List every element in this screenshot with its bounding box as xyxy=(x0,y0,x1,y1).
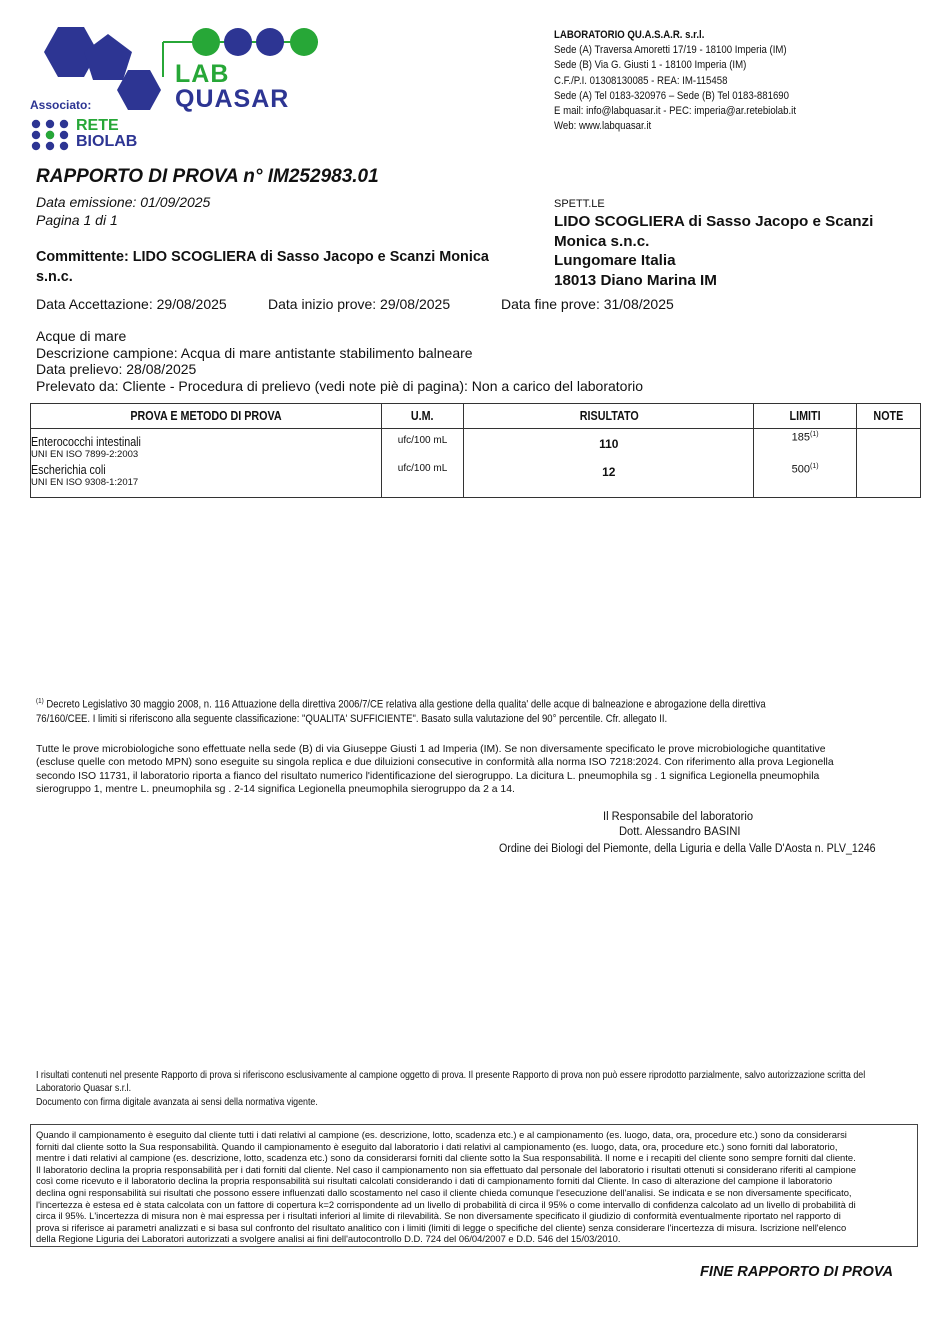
lab-fiscal-code: C.F./P.I. 01308130085 - REA: IM-115458 xyxy=(554,74,728,87)
box-line: circa il 95%. L'incertezza di misura non è mai espressa per i risultati inferiori al limite di rilevabilità. Se non diversamente specificato il giudizio di conformità eventualmente riportato nel rapporto di xyxy=(36,1210,841,1222)
box-line: della Regione Liguria dei Laboratori autorizzati a svolgere analisi ai fini dell'autocontrollo D.D. 724 del 06/04/2007 e D.D. 546 del 15/03/2010. xyxy=(36,1233,621,1245)
test-cell xyxy=(31,429,382,461)
lab-quasar-logo xyxy=(28,22,328,154)
result-cell: 110 xyxy=(464,429,754,461)
box-line: mentre i dati relativi al campione (es. descrizione, lotto, scadenza etc.) sono da considerarsi forniti dal cliente sotto la Sua responsabilità. Il nome e i recapiti del cliente sono sempre forniti dal cliente. xyxy=(36,1152,856,1164)
footnote-text: Decreto Legislativo 30 maggio 2008, n. 116 Attuazione della direttiva 2006/7/CE relativa alla gestione della qualita' delle acque di balneazione e abrogazione della direttiva xyxy=(46,698,766,711)
table-row xyxy=(31,429,921,461)
client-info xyxy=(36,248,489,287)
associated-label: Associato: xyxy=(30,98,92,112)
table-header-row xyxy=(31,404,921,429)
biolab-text: BIOLAB xyxy=(76,133,138,150)
test-cell xyxy=(31,461,382,498)
client-line: s.n.c. xyxy=(36,268,73,285)
page-number: Pagina 1 di 1 xyxy=(36,212,118,228)
test-end-date: Data fine prove: 31/08/2025 xyxy=(501,296,674,312)
notes-line: sierogruppo 1, mentre L. pneumophila sg . 2-14 significa Legionella pneumophila sierogruppo da 2 a 14. xyxy=(36,784,515,796)
box-line: Quando il campionamento è eseguito dal cliente tutti i dati relativi al campione (es. descrizione, lotto, scadenza etc.) e al campionamento (es. luogo, data, ora, procedure etc.) sono da considerarsi xyxy=(36,1129,847,1140)
lab-email: E mail: info@labquasar.it - PEC: imperia@ar.retebiolab.it xyxy=(554,105,796,118)
sample-type: Acque di mare xyxy=(36,328,127,344)
limit-cell xyxy=(754,461,857,498)
limit-cell xyxy=(754,429,857,461)
sampling-notes-box xyxy=(30,1124,918,1247)
recipient-line: Monica s.n.c. xyxy=(554,232,650,250)
box-line: declina ogni responsabilità sui risultati che possono essere influenzati dallo scostamento nel caso il cliente chieda comunque l'esecuzione dell'analisi. Se indicata e se non diversamente specificato, xyxy=(36,1186,852,1198)
limit-value: 185 xyxy=(791,431,810,444)
note-cell xyxy=(857,461,921,498)
notes-line: secondo ISO 11731, il laboratorio riporta a fianco del risultato numerico l'identificazione del sierogruppo. La dicitura L. pneumophila sg . 1 significa Legionella pneumophila xyxy=(36,770,820,782)
lab-address-a: Sede (A) Traversa Amoretti 17/19 - 18100 Imperia (IM) xyxy=(554,44,787,57)
signature-registration: Ordine dei Biologi del Piemonte, della Liguria e della Valle D'Aosta n. PLV_1246 xyxy=(499,840,876,855)
signature-role: Il Responsabile del laboratorio xyxy=(602,809,753,823)
box-line: così come ricevuto e il laboratorio declina la propria responsabilità sui risultati calcolati considerando i dati di campionamento forniti dal Cliente. In caso di alterazione del campione il laboratorio xyxy=(36,1175,833,1187)
recipient-line: LIDO SCOGLIERA di Sasso Jacopo e Scanzi xyxy=(554,213,874,230)
lab-name: LABORATORIO QU.A.S.A.R. s.r.l. xyxy=(554,29,705,41)
lab-address-b: Sede (B) Via G. Giusti 1 - 18100 Imperia (IM) xyxy=(554,59,747,72)
disclaimer-line: Documento con firma digitale avanzata ai sensi della normativa vigente. xyxy=(36,1096,318,1108)
column-header: U.M. xyxy=(381,404,464,429)
result-cell: 12 xyxy=(464,461,754,498)
lab-website: Web: www.labquasar.it xyxy=(554,120,652,133)
lab-phones: Sede (A) Tel 0183-320976 – Sede (B) Tel 0183-881690 xyxy=(554,89,790,102)
limit-value: 500 xyxy=(791,463,810,476)
box-line: l'incertezza è estesa ed è stata calcolata con un fattore di copertura k=2 corrispondente ad un livello di probabilità di circa il 95% o come intervallo di confidenza calcolato ad un livello di probabilità di xyxy=(36,1198,856,1210)
notes-line: Tutte le prove microbiologiche sono effettuate nella sede (B) di via Giuseppe Giusti 1 ad Imperia (IM). Se non diversamente specificato le prove microbiologiche quantitative xyxy=(36,744,826,755)
acceptance-date: Data Accettazione: 29/08/2025 xyxy=(36,296,227,312)
footnote-text: 76/160/CEE. I limiti si riferiscono alla seguente classificazione: "QUALITA' SUFFICIENTE". Basato sulla valutazione del 90° percentile. Cfr. allegato II. xyxy=(36,713,668,726)
box-line: Il laboratorio declina la propria responsabilità per i dati forniti dal cliente. Nel caso il campionamento non sia effettuato dal personale del laboratorio i risultati ottenuti si considerano riferiti al campione xyxy=(36,1163,857,1175)
end-of-report: FINE RAPPORTO DI PROVA xyxy=(700,1264,893,1280)
client-line: Committente: LIDO SCOGLIERA di Sasso Jacopo e Scanzi Monica xyxy=(36,249,489,265)
sample-collected-by: Prelevato da: Cliente - Procedura di prelievo (vedi note piè di pagina): Non a carico del laboratorio xyxy=(36,377,644,394)
recipient-label: SPETT.LE xyxy=(554,198,605,210)
test-method: UNI EN ISO 7899-2:2003 xyxy=(31,449,139,460)
disclaimer-line: I risultati contenuti nel presente Rapporto di prova si riferiscono esclusivamente al campione oggetto di prova. Il presente Rapporto di prova non può essere riprodotto parzialmente, salvo autorizzazione scritta del xyxy=(36,1070,866,1081)
box-line: prova si riferisce ai parametri analizzati e si basa sul confronto del risultato analitico con i limiti (limiti di legge o specifiche del cliente) senza considerare l'incertezza di misura. Iscrizione nell'elenco xyxy=(36,1221,847,1233)
recipient-line: Lungomare Italia xyxy=(554,252,676,269)
column-header: RISULTATO xyxy=(464,404,754,429)
test-start-date: Data inizio prove: 29/08/2025 xyxy=(268,296,451,312)
sample-description: Descrizione campione: Acqua di mare antistante stabilimento balneare xyxy=(36,344,473,361)
recipient-line: 18013 Diano Marina IM xyxy=(554,271,717,289)
test-notes xyxy=(36,743,834,797)
test-method: UNI EN ISO 9308-1:2017 xyxy=(31,476,139,488)
signature-block xyxy=(499,809,893,856)
limit-note: (1) xyxy=(809,431,819,438)
footnote-mark: (1) xyxy=(36,698,44,705)
disclaimer xyxy=(36,1069,946,1109)
disclaimer-line: Laboratorio Quasar s.r.l. xyxy=(36,1083,132,1095)
test-name: Enterococchi intestinali xyxy=(31,435,141,449)
unit-cell: ufc/100 mL xyxy=(381,461,464,498)
retebiolab-logo-icon xyxy=(30,118,76,152)
report-title: RAPPORTO DI PROVA n° IM252983.01 xyxy=(36,166,379,187)
column-header: NOTE xyxy=(857,404,921,429)
box-line: forniti dal cliente sotto la Sua responsabilità. Quando il campionamento è eseguito dal laboratorio i dati relativi al campionamento (es. luogo, data, ora, procedure etc.) sono forniti dal laboratorio, xyxy=(36,1140,838,1152)
test-name: Escherichia coli xyxy=(31,462,106,477)
recipient-address xyxy=(554,212,873,290)
sample-info xyxy=(36,328,643,394)
column-header: PROVA E METODO DI PROVA xyxy=(31,404,382,429)
unit-cell: ufc/100 mL xyxy=(381,429,464,461)
logo-lab-text: LAB xyxy=(175,60,230,88)
notes-line: (escluse quelle con metodo MPN) sono eseguite su singola replica e due diluizioni consecutive in conformità alla norma ISO 7218:2024. Con riferimento alla prova Legionella xyxy=(36,757,834,769)
table-row xyxy=(31,461,921,498)
rete-text: RETE xyxy=(76,117,119,134)
limits-footnote xyxy=(36,695,916,727)
results-table xyxy=(30,403,921,498)
signature-name: Dott. Alessandro BASINI xyxy=(618,824,740,839)
lab-info xyxy=(554,28,835,134)
logo-quasar-text: QUASAR xyxy=(175,85,290,113)
issue-date: Data emissione: 01/09/2025 xyxy=(36,194,211,210)
note-cell xyxy=(857,429,921,461)
limit-note: (1) xyxy=(809,462,819,470)
sample-date: Data prelievo: 28/08/2025 xyxy=(36,361,197,377)
column-header: LIMITI xyxy=(754,404,857,429)
